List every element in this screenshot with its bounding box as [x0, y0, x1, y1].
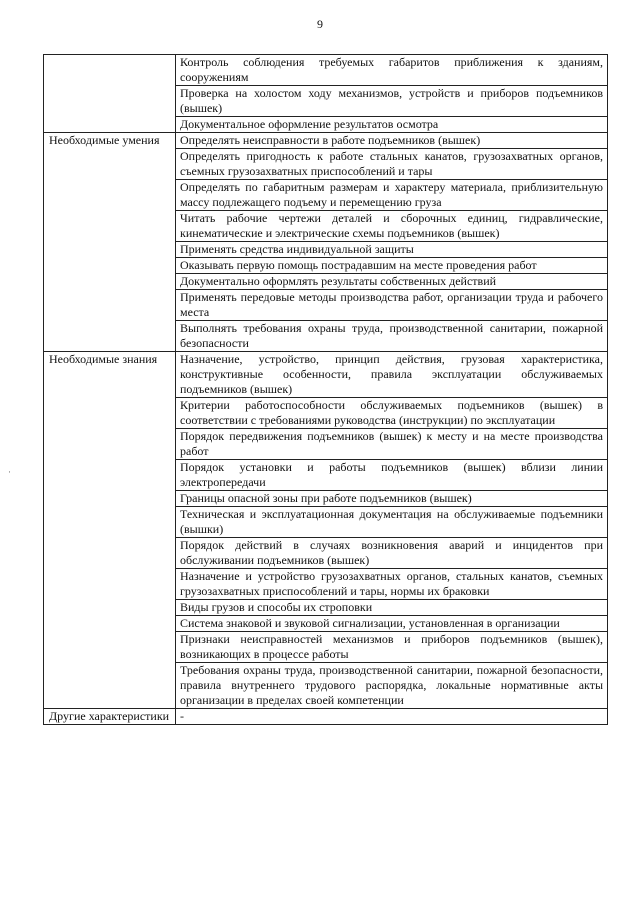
requirement-item: Применять передовые методы производства работ, организации труда и рабочего места — [176, 290, 608, 321]
requirement-item: Оказывать первую помощь пострадавшим на месте проведения работ — [176, 258, 608, 274]
table-body — [44, 55, 608, 725]
requirement-item: Документально оформлять результаты собственных действий — [176, 274, 608, 290]
scan-mark: · — [8, 467, 11, 477]
requirement-item: Порядок действий в случаях возникновения аварий и инцидентов при обслуживании подъемников (вышек) — [176, 538, 608, 569]
requirement-item: Определять пригодность к работе стальных канатов, грузозахватных органов, съемных грузозахватных приспособлений и тары — [176, 149, 608, 180]
requirement-item: Назначение, устройство, принцип действия, грузовая характеристика, конструктивные особенности, правила эксплуатации обслуживаемых подъемников (вышек) — [176, 352, 608, 398]
requirement-item: Выполнять требования охраны труда, производственной санитарии, пожарной безопасности — [176, 321, 608, 352]
table-row — [44, 709, 608, 725]
group-label: Необходимые знания — [44, 352, 176, 709]
requirement-item: Система знаковой и звуковой сигнализации, установленная в организации — [176, 616, 608, 632]
requirement-item: Применять средства индивидуальной защиты — [176, 242, 608, 258]
requirement-item: Техническая и эксплуатационная документация на обслуживаемые подъемники (вышки) — [176, 507, 608, 538]
group-label: Необходимые умения — [44, 133, 176, 352]
group-label — [44, 55, 176, 133]
requirement-item: - — [176, 709, 608, 725]
requirement-item: Контроль соблюдения требуемых габаритов приближения к зданиям, сооружениям — [176, 55, 608, 86]
requirement-item: Порядок передвижения подъемников (вышек) к месту и на месте производства работ — [176, 429, 608, 460]
requirement-item: Виды грузов и способы их строповки — [176, 600, 608, 616]
group-label: Другие характеристики — [44, 709, 176, 725]
requirement-item: Читать рабочие чертежи деталей и сборочных единиц, гидравлические, кинематические и электрические схемы подъемников (вышек) — [176, 211, 608, 242]
table-row — [44, 55, 608, 86]
requirement-item: Документальное оформление результатов осмотра — [176, 117, 608, 133]
qualification-table — [43, 54, 608, 725]
requirement-item: Признаки неисправностей механизмов и приборов подъемников (вышек), возникающих в процессе работы — [176, 632, 608, 663]
table-row — [44, 352, 608, 398]
requirement-item: Проверка на холостом ходу механизмов, устройств и приборов подъемников (вышек) — [176, 86, 608, 117]
requirement-item: Определять неисправности в работе подъемников (вышек) — [176, 133, 608, 149]
requirement-item: Определять по габаритным размерам и характеру материала, приблизительную массу подлежащего подъему и перемещению груза — [176, 180, 608, 211]
table-row — [44, 133, 608, 149]
requirement-item: Критерии работоспособности обслуживаемых подъемников (вышек) в соответствии с требованиями руководства (инструкции) по эксплуатации — [176, 398, 608, 429]
requirement-item: Порядок установки и работы подъемников (вышек) вблизи линии электропередачи — [176, 460, 608, 491]
requirement-item: Назначение и устройство грузозахватных органов, стальных канатов, съемных грузозахватных приспособлений и тары, нормы их браковки — [176, 569, 608, 600]
requirement-item: Границы опасной зоны при работе подъемников (вышек) — [176, 491, 608, 507]
requirement-item: Требования охраны труда, производственной санитарии, пожарной безопасности, правила внутреннего трудового распорядка, локальные нормативные акты организации в пределах своей компетенции — [176, 663, 608, 709]
page-number: 9 — [317, 17, 323, 31]
